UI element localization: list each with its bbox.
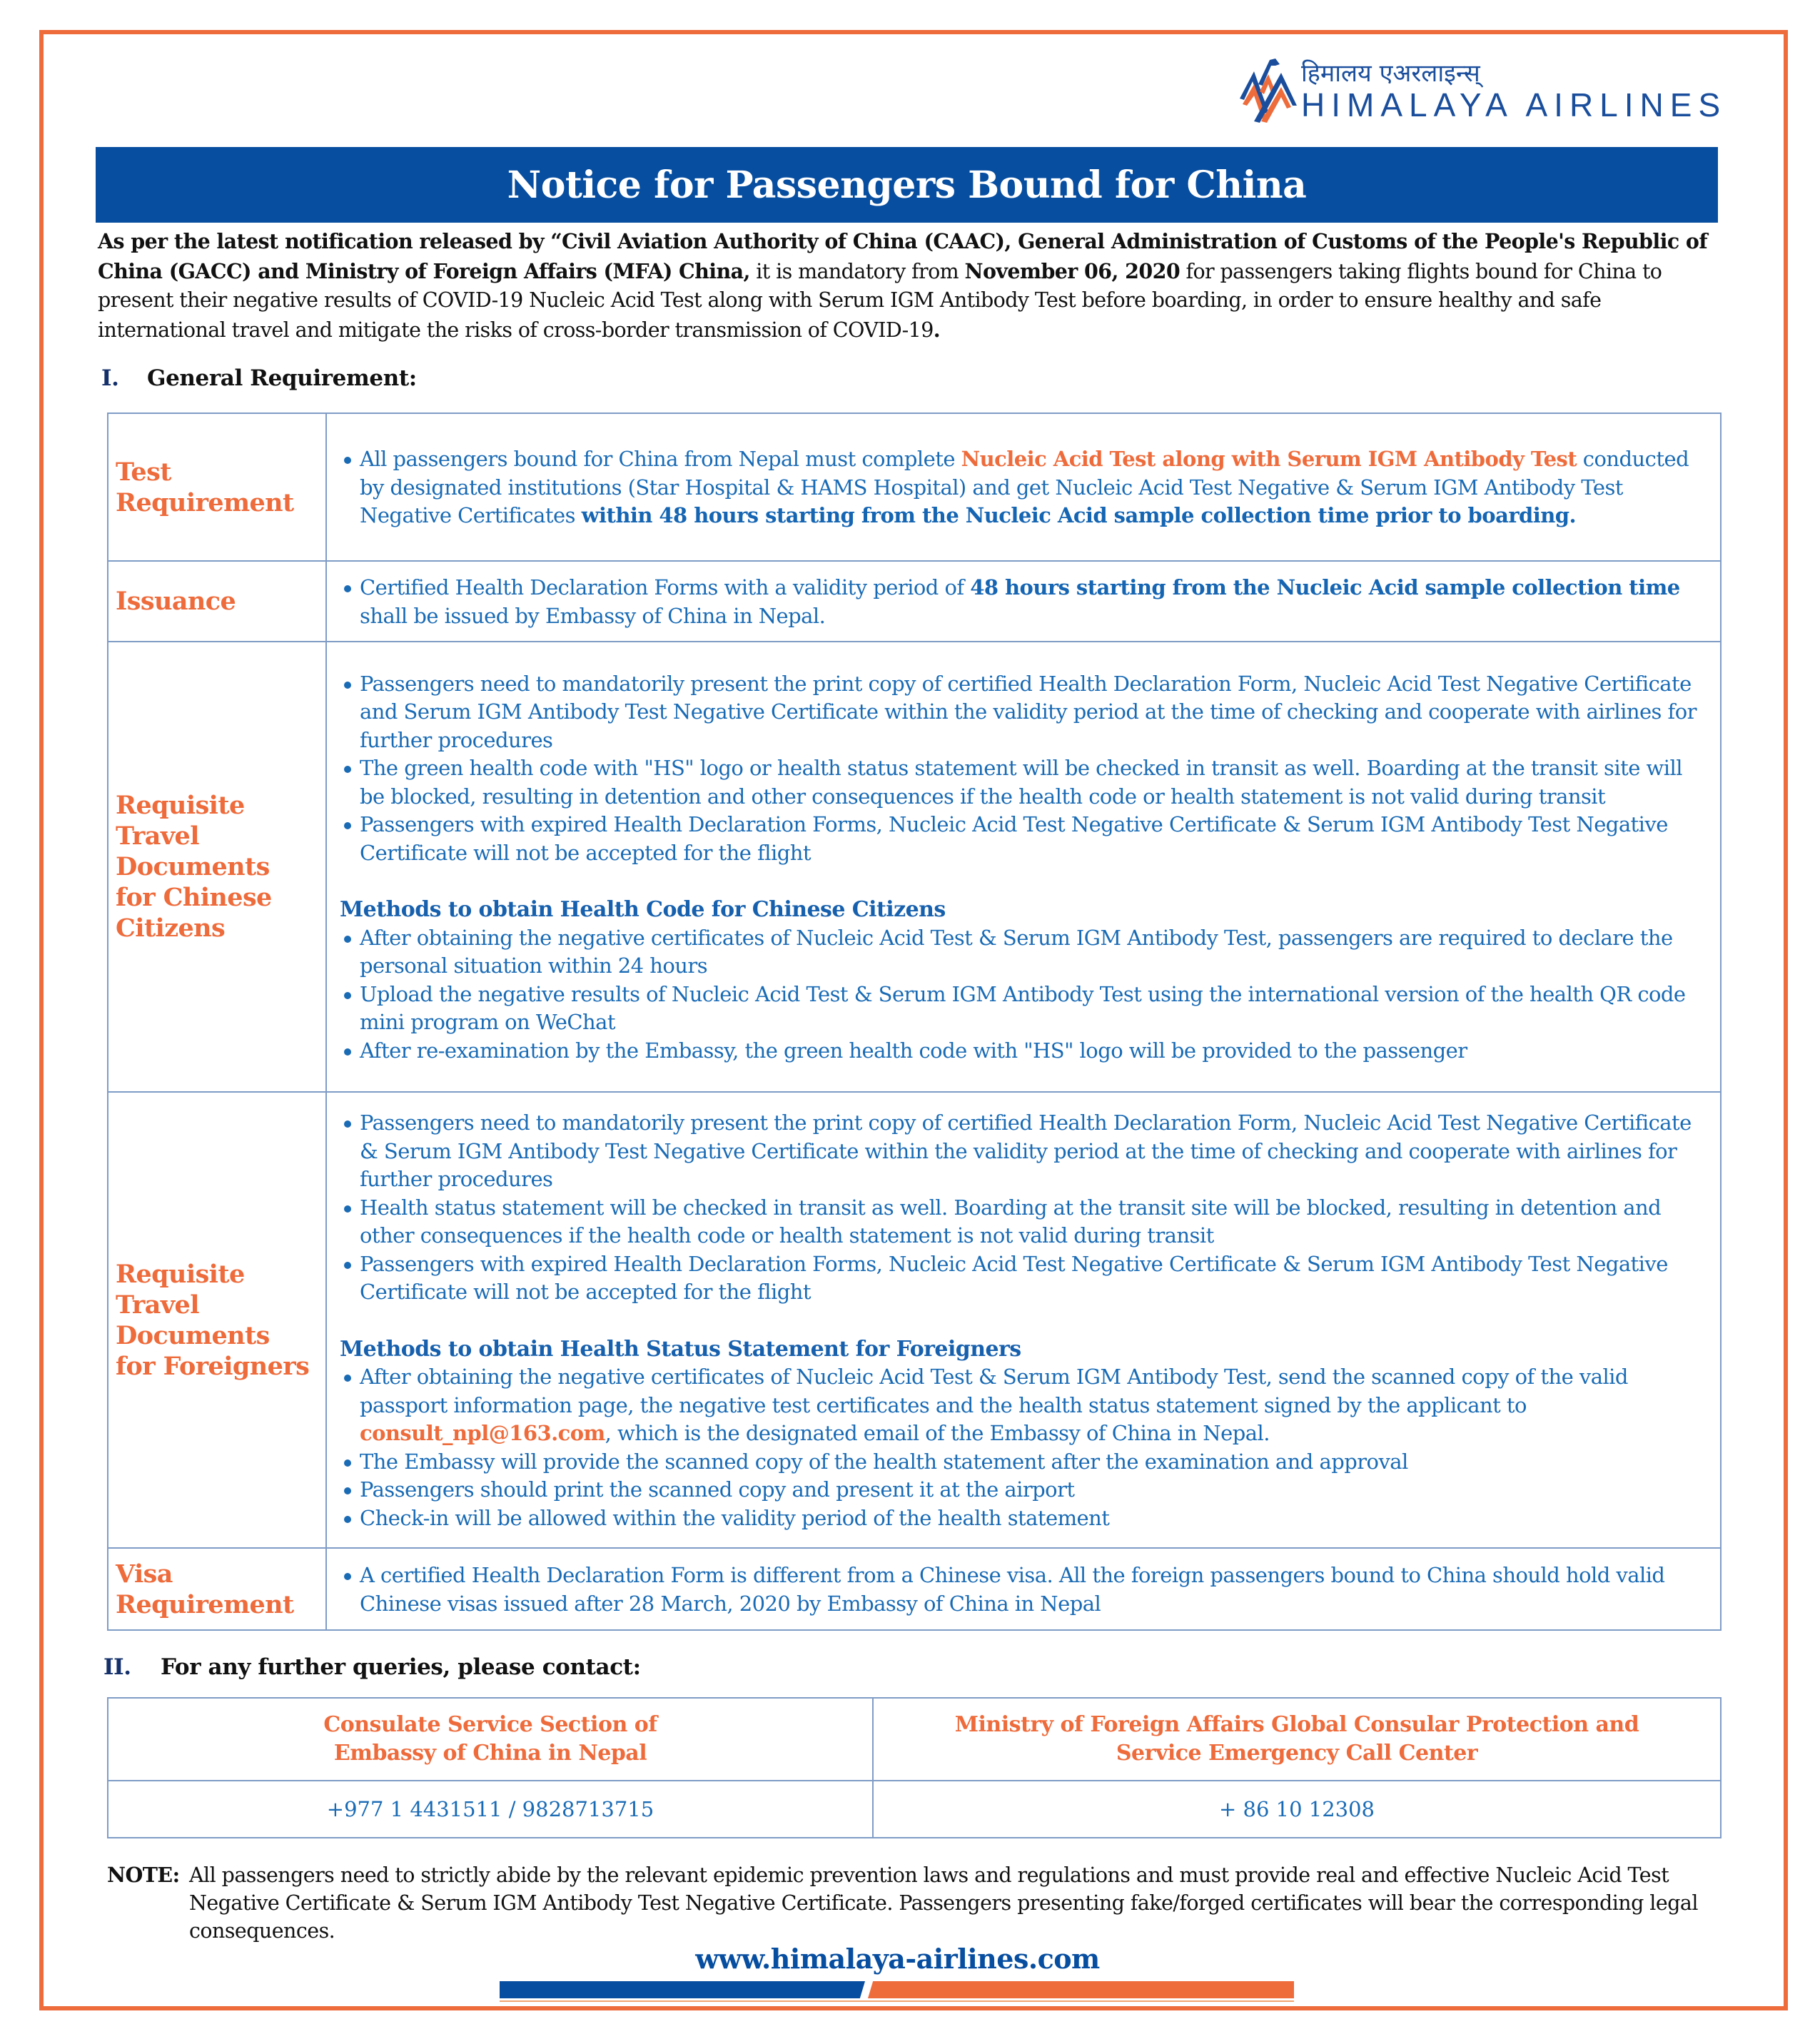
section-heading-general xyxy=(101,365,417,391)
row-content xyxy=(326,642,1721,1092)
highlight-test-type: Nucleic Acid Test along with Serum IGM Antibody Test xyxy=(961,447,1577,472)
list-item: Passengers with expired Health Declaration Forms, Nucleic Acid Test Negative Certificate & Serum IGM Antibody Test Negative Certificate will not be accepted for the flight xyxy=(340,811,1710,867)
effective-date: November 06, 2020 xyxy=(964,258,1181,283)
embassy-email-link[interactable]: consult_npl@163.com xyxy=(360,1421,605,1445)
table-row-foreigners xyxy=(108,1092,1721,1548)
himalaya-airlines-logo xyxy=(1238,56,1727,124)
list-item: The Embassy will provide the scanned copy of the health statement after the examination and approval xyxy=(340,1448,1710,1477)
brand-name-english: HIMALAYA AIRLINES xyxy=(1301,86,1727,123)
row-label: Visa Requirement xyxy=(108,1548,326,1630)
contact-phone[interactable]: +977 1 4431511 / 9828713715 xyxy=(108,1781,873,1838)
row-label: Test Requirement xyxy=(108,413,326,561)
list-item: Passengers with expired Health Declaration Forms, Nucleic Acid Test Negative Certificate & Serum IGM Antibody Test Negative Certificate will not be accepted for the flight xyxy=(340,1250,1710,1307)
text: shall be issued by Embassy of China in Nepal. xyxy=(360,603,826,628)
section-title: General Requirement: xyxy=(147,365,417,391)
methods-heading: Methods to obtain Health Status Statement for Foreigners xyxy=(340,1336,1021,1362)
contact-name xyxy=(108,1698,873,1781)
highlight-validity: within 48 hours starting from the Nucleic Acid sample collection time prior to boarding. xyxy=(581,503,1577,528)
table-row-test xyxy=(108,413,1721,561)
table-row-issuance xyxy=(108,561,1721,642)
footer-divider xyxy=(500,2000,1294,2002)
row-label: Issuance xyxy=(108,561,326,642)
mountain-bird-logo-icon xyxy=(1238,56,1298,124)
intro-authorities: As per the latest notification released by “Civil Aviation Authority of China (CAAC), General Administration of Customs of the People's Republic of China (GACC) and Ministry of Foreign Affairs (MFA) China, xyxy=(98,229,1707,283)
intro-paragraph xyxy=(98,227,1722,345)
brand-name-nepali: हिमालय एअरलाइन्स् xyxy=(1301,59,1480,88)
text: , which is the designated email of the Embassy of China in Nepal. xyxy=(605,1421,1270,1445)
contact-phone[interactable]: + 86 10 12308 xyxy=(873,1781,1721,1838)
section-title: For any further queries, please contact: xyxy=(161,1654,641,1680)
intro-text: it is mandatory from xyxy=(749,259,965,283)
contact-header-row xyxy=(108,1698,1721,1781)
text: All passengers bound for China from Nepal must complete xyxy=(360,447,961,472)
row-content xyxy=(326,413,1721,561)
text: After obtaining the negative certificates of Nucleic Acid Test & Serum IGM Antibody Test, send the scanned copy of the valid passport information page, the negative test certificates and the health status statement signed by the applicant to xyxy=(360,1365,1628,1417)
section-number: I. xyxy=(101,365,119,391)
list-item: Upload the negative results of Nucleic Acid Test & Serum IGM Antibody Test using the international version of the health QR code mini program on WeChat xyxy=(340,981,1710,1037)
page-title: Notice for Passengers Bound for China xyxy=(507,163,1307,207)
methods-heading: Methods to obtain Health Code for Chinese Citizens xyxy=(340,897,946,923)
contact-name-text: Consulate Service Section of Embassy of China in Nepal xyxy=(323,1712,657,1766)
list-item: After obtaining the negative certificates of Nucleic Acid Test & Serum IGM Antibody Test, passengers are required to declare the personal situation within 24 hours xyxy=(340,924,1710,981)
row-content xyxy=(326,1092,1721,1548)
note-label: NOTE: xyxy=(107,1863,180,1887)
list-item xyxy=(340,1363,1710,1448)
row-content xyxy=(326,561,1721,642)
list-item: After re-examination by the Embassy, the green health code with "HS" logo will be provided to the passenger xyxy=(340,1037,1710,1066)
list-item: Health status statement will be checked in transit as well. Boarding at the transit site will be blocked, resulting in detention and other consequences if the health code or health statement is not valid during transit xyxy=(340,1194,1710,1250)
intro-text: for passengers taking flights bound for China to present their negative results of COVID-19 Nucleic Acid Test along with Serum IGM Antibody Test before boarding, in order to ensure healthy and safe international travel and mitigate the risks of cross-border transmission of COVID-19 xyxy=(98,259,1662,342)
contact-phone-row xyxy=(108,1781,1721,1838)
note-text: All passengers need to strictly abide by the relevant epidemic prevention laws and regulations and must provide real and effective Nucleic Acid Test Negative Certificate & Serum IGM Antibody Test Negative Certificate. Passengers presenting fake/forged certificates will bear the corresponding legal consequences. xyxy=(189,1863,1698,1943)
list-item: The green health code with "HS" logo or health status statement will be checked in transit as well. Boarding at the transit site will be blocked, resulting in detention and other consequences if the health code or health statement is not valid during transit xyxy=(340,754,1710,811)
note-paragraph xyxy=(107,1861,1722,1945)
contact-name-text: Ministry of Foreign Affairs Global Consular Protection and Service Emergency Call Center xyxy=(954,1712,1639,1766)
website-link[interactable]: www.himalaya-airlines.com xyxy=(695,1943,1100,1975)
list-item: Passengers need to mandatorily present the print copy of certified Health Declaration Form, Nucleic Acid Test Negative Certificate and Serum IGM Antibody Test Negative Certificate within the validity period at the time of checking and cooperate with airlines for further procedures xyxy=(340,670,1710,755)
row-label: Requisite Travel Documents for Foreigners xyxy=(108,1092,326,1548)
list-item: Check-in will be allowed within the validity period of the health statement xyxy=(340,1504,1710,1533)
list-item: A certified Health Declaration Form is different from a Chinese visa. All the foreign passengers bound to China should hold valid Chinese visas issued after 28 March, 2020 by Embassy of China in Nepal xyxy=(340,1562,1710,1618)
list-item: Passengers should print the scanned copy and present it at the airport xyxy=(340,1476,1710,1504)
table-row-visa xyxy=(108,1548,1721,1630)
footer-orange-bar xyxy=(868,1981,1294,1998)
intro-period: . xyxy=(933,317,941,342)
highlight-validity: 48 hours starting from the Nucleic Acid sample collection time xyxy=(970,575,1680,599)
title-bar xyxy=(96,147,1718,223)
list-item: Passengers need to mandatorily present the print copy of certified Health Declaration Form, Nucleic Acid Test Negative Certificate & Serum IGM Antibody Test Negative Certificate within the validity period at the time of checking and cooperate with airlines for further procedures xyxy=(340,1109,1710,1194)
contact-name xyxy=(873,1698,1721,1781)
text: conducted by designated institutions (Star Hospital & HAMS Hospital) and get Nucleic Acid Test Negative & Serum IGM Antibody Test Negative Certificates xyxy=(360,447,1689,528)
text: Certified Health Declaration Forms with a validity period of xyxy=(360,575,971,599)
row-label: Requisite Travel Documents for Chinese Citizens xyxy=(108,642,326,1092)
row-content xyxy=(326,1548,1721,1630)
list-item xyxy=(340,445,1710,530)
table-row-chinese-citizens xyxy=(108,642,1721,1092)
section-number: II. xyxy=(103,1654,131,1680)
contact-table xyxy=(107,1697,1722,1838)
list-item xyxy=(340,574,1710,630)
section-heading-contact xyxy=(103,1654,641,1680)
footer-blue-bar xyxy=(500,1981,865,1998)
requirements-table xyxy=(107,413,1722,1631)
